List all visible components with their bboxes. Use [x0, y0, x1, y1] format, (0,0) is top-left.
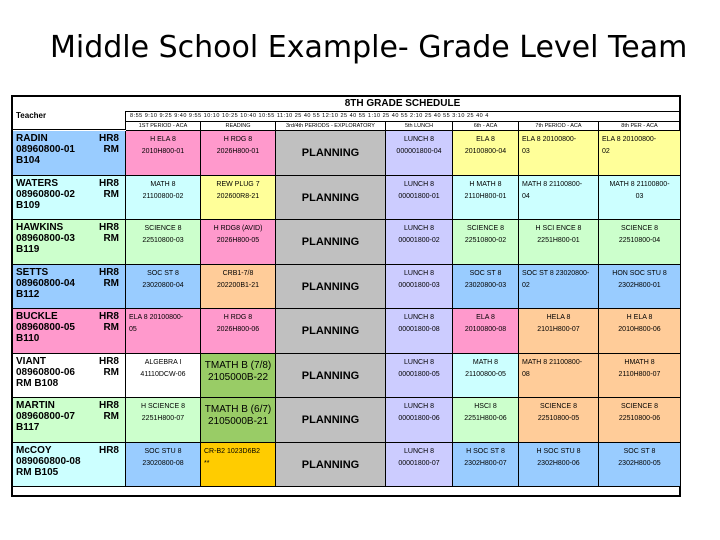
- course-name: HSCI 8: [474, 403, 497, 410]
- course-name: SOC ST 8: [623, 447, 656, 455]
- course-code: 03: [522, 148, 530, 155]
- course-code: 22510800-05: [537, 415, 580, 422]
- course-name: TMATH B (6/7): [204, 404, 272, 415]
- class-cell: [519, 309, 599, 354]
- course-code: 2110H800-01: [464, 192, 507, 200]
- class-cell: [126, 309, 201, 354]
- course-name: LUNCH 8: [404, 447, 434, 455]
- course-name: PLANNING: [301, 191, 360, 204]
- class-cell: [201, 309, 276, 354]
- homeroom-section: 08960800-07: [16, 411, 75, 422]
- course-code: 23020800-08: [142, 459, 184, 467]
- course-code: 22510800-02: [464, 237, 507, 244]
- course-name: PLANNING: [301, 236, 360, 248]
- period-header: 7th PERIOD - ACA: [519, 122, 599, 131]
- teacher-column-label: Teacher: [13, 111, 126, 130]
- period-header: 6th - ACA: [453, 122, 519, 131]
- course-name: PLANNING: [301, 147, 360, 159]
- course-code: 2302H800-05: [618, 459, 661, 467]
- class-cell: [599, 309, 681, 354]
- course-name: SOC ST 8: [147, 269, 179, 277]
- room-number: B117: [16, 422, 40, 433]
- course-code: 2010H800-06: [618, 326, 661, 333]
- homeroom-section: 08960800-04: [16, 277, 75, 289]
- class-cell: [386, 265, 453, 310]
- class-cell: [599, 220, 681, 265]
- course-code: 00001800-03: [398, 281, 440, 289]
- class-cell: [453, 176, 519, 221]
- course-name: LUNCH 8: [404, 358, 434, 366]
- class-cell: [386, 176, 453, 221]
- class-cell: [276, 265, 386, 310]
- class-cell: [126, 265, 201, 310]
- course-code: 21100800-02: [142, 192, 184, 200]
- teacher-name: VIANT: [16, 355, 46, 367]
- class-cell: [453, 398, 519, 443]
- teacher-cell: [13, 354, 126, 399]
- class-cell: [599, 265, 681, 310]
- course-code: 2302H800-06: [537, 459, 580, 467]
- teacher-name: HAWKINS: [16, 222, 64, 233]
- course-name: PLANNING: [301, 414, 360, 426]
- homeroom-label: HR8: [98, 266, 119, 278]
- course-name: H RDG 8: [223, 136, 253, 143]
- course-code: 23020800-04: [142, 281, 184, 289]
- course-name: LUNCH 8: [404, 225, 434, 232]
- homeroom-section: 08960800-06: [16, 366, 75, 378]
- slide-title: Middle School Example- Grade Level Team: [50, 30, 688, 65]
- course-code: 2302H800-01: [618, 281, 661, 289]
- class-cell: [126, 176, 201, 221]
- period-header: READING: [201, 122, 276, 131]
- class-cell: [276, 220, 386, 265]
- course-name: MATH 8: [150, 180, 176, 188]
- course-code: 202200B1-21: [216, 281, 260, 289]
- course-name: H MATH 8: [469, 180, 502, 188]
- course-name: LUNCH 8: [404, 269, 434, 277]
- course-name: ELA 8 20100800-: [522, 136, 577, 143]
- class-cell: [599, 354, 681, 399]
- course-name: MATH 8 21100800-: [609, 180, 670, 188]
- course-code: 00001800-06: [398, 415, 440, 422]
- course-name: H ELA 8: [626, 314, 653, 321]
- room-label: RM: [103, 233, 119, 244]
- room-number: B119: [16, 244, 40, 255]
- course-code: 000001800-04: [396, 148, 442, 155]
- class-cell: [201, 265, 276, 310]
- course-name: CRB1-7/8: [222, 269, 254, 277]
- class-cell: [453, 443, 519, 488]
- class-cell: [386, 354, 453, 399]
- course-code: 202600R8-21: [216, 192, 260, 200]
- period-header: 8th PER - ACA: [599, 122, 681, 131]
- homeroom-section: 08960800-05: [16, 322, 75, 333]
- course-name: ELA 8 20100800-: [129, 314, 184, 321]
- course-code: 02: [522, 281, 530, 289]
- course-name: MATH 8 21100800-: [522, 358, 583, 366]
- homeroom-label: HR8: [98, 400, 119, 411]
- homeroom-label: HR8: [98, 177, 119, 189]
- course-code: 2026H800-06: [216, 326, 260, 333]
- course-name: SOC ST 8 23020800-: [522, 269, 590, 277]
- class-cell: [126, 398, 201, 443]
- course-name: MATH 8: [472, 358, 499, 366]
- course-name: SCIENCE 8: [621, 403, 658, 410]
- class-cell: [386, 131, 453, 176]
- homeroom-section: 08960800-02: [16, 188, 75, 200]
- course-name: ALGEBRA I: [144, 358, 182, 366]
- course-name: SCIENCE 8: [144, 225, 182, 232]
- course-code: 2105000B-21: [207, 416, 269, 427]
- teacher-cell: [13, 220, 126, 265]
- room-label: RM: [103, 322, 119, 333]
- class-cell: [519, 354, 599, 399]
- room-number: RM B105: [16, 466, 59, 478]
- class-cell: [519, 443, 599, 488]
- course-name: LUNCH 8: [404, 136, 434, 143]
- course-code: 2251H800-06: [464, 415, 507, 422]
- room-label: RM: [103, 188, 119, 200]
- course-name: LUNCH 8: [404, 314, 434, 321]
- class-cell: [201, 176, 276, 221]
- teacher-name: MARTIN: [16, 400, 55, 411]
- course-code: 23020800-03: [464, 281, 507, 289]
- room-label: RM: [103, 411, 119, 422]
- room-number: B104: [16, 155, 40, 166]
- class-cell: [276, 443, 386, 488]
- course-name: HON SOC STU 8: [612, 269, 667, 277]
- course-code: 00001800-02: [398, 237, 440, 244]
- course-name: HELA 8: [546, 314, 571, 321]
- class-cell: [276, 354, 386, 399]
- course-code: 00001800-07: [398, 459, 440, 467]
- teacher-cell: [13, 443, 126, 488]
- course-name: REW PLUG 7: [216, 180, 260, 188]
- class-cell: [276, 398, 386, 443]
- course-name: HMATH 8: [624, 358, 655, 366]
- period-header: 5th LUNCH: [386, 122, 453, 131]
- course-name: ELA 8: [476, 136, 495, 143]
- course-code: **: [204, 459, 210, 467]
- course-name: ELA 8: [476, 314, 495, 321]
- course-code: 02: [602, 148, 610, 155]
- room-number: RM B108: [16, 377, 59, 389]
- course-code: 2010H800-01: [141, 148, 185, 155]
- class-cell: [453, 354, 519, 399]
- course-name: LUNCH 8: [404, 180, 434, 188]
- class-cell: [386, 443, 453, 488]
- course-code: 2251H800-07: [141, 415, 185, 422]
- teacher-name: McCOY: [16, 444, 52, 456]
- teacher-name: WATERS: [16, 177, 59, 189]
- schedule-header: 8TH GRADE SCHEDULE: [126, 97, 679, 112]
- homeroom-label: HR8: [98, 444, 119, 456]
- course-code: 21100800-05: [465, 370, 506, 378]
- course-code: 20100800-04: [464, 148, 507, 155]
- course-code: 08: [522, 370, 530, 378]
- homeroom-label: HR8: [98, 133, 119, 144]
- class-cell: [599, 176, 681, 221]
- homeroom-section: 08960800-03: [16, 233, 75, 244]
- class-cell: [453, 131, 519, 176]
- course-code: 2105000B-22: [207, 371, 269, 383]
- course-code: 20100800-08: [464, 326, 507, 333]
- course-code: 00001800-08: [398, 326, 440, 333]
- course-code: 05: [129, 326, 137, 333]
- teacher-cell: [13, 176, 126, 221]
- class-cell: [126, 354, 201, 399]
- course-name: H RDG 8: [223, 314, 253, 321]
- course-name: H ELA 8: [150, 136, 176, 143]
- course-code: 00001800-05: [398, 370, 440, 378]
- class-cell: [386, 309, 453, 354]
- course-name: ELA 8 20100800-: [602, 136, 657, 143]
- course-name: H RDG8 (AVID): [213, 225, 263, 232]
- course-name: SCIENCE 8: [540, 403, 577, 410]
- course-name: H SOC STU 8: [536, 447, 581, 455]
- homeroom-section: 08960800-01: [16, 144, 75, 155]
- course-code: 2026H800-01: [216, 148, 260, 155]
- course-name: SCIENCE 8: [467, 225, 504, 232]
- teacher-name: RADIN: [16, 133, 48, 144]
- course-name: CR-B2 1023D6B2: [204, 447, 261, 455]
- class-cell: [519, 131, 599, 176]
- course-name: PLANNING: [301, 280, 360, 293]
- room-label: RM: [103, 277, 119, 289]
- class-cell: [519, 176, 599, 221]
- class-cell: [386, 220, 453, 265]
- course-name: H SCI ENCE 8: [535, 225, 582, 232]
- homeroom-label: HR8: [98, 355, 119, 367]
- class-cell: [201, 398, 276, 443]
- class-cell: [126, 131, 201, 176]
- course-name: SCIENCE 8: [621, 225, 658, 232]
- teacher-cell: [13, 398, 126, 443]
- class-cell: [599, 398, 681, 443]
- course-code: 00001800-01: [398, 192, 440, 200]
- teacher-name: BUCKLE: [16, 311, 58, 322]
- teacher-name: SETTS: [16, 266, 49, 278]
- room-label: RM: [103, 366, 119, 378]
- homeroom-label: HR8: [98, 222, 119, 233]
- class-cell: [519, 398, 599, 443]
- room-number: B110: [16, 333, 40, 344]
- class-cell: [201, 354, 276, 399]
- course-code: 2251H800-01: [537, 237, 580, 244]
- teacher-cell: [13, 265, 126, 310]
- teacher-cell: [13, 309, 126, 354]
- course-name: MATH 8 21100800-: [522, 180, 583, 188]
- room-number: B112: [16, 288, 40, 300]
- course-name: H SCIENCE 8: [141, 403, 185, 410]
- period-header: 1ST PERIOD - ACA: [126, 122, 201, 131]
- class-cell: [453, 265, 519, 310]
- course-name: SOC ST 8: [469, 269, 502, 277]
- room-label: RM: [103, 144, 119, 155]
- class-cell: [519, 220, 599, 265]
- course-code: 22510800-04: [618, 237, 661, 244]
- class-cell: [201, 443, 276, 488]
- class-cell: [126, 220, 201, 265]
- course-name: H SOC ST 8: [466, 447, 505, 455]
- class-cell: [386, 398, 453, 443]
- course-code: 2302H800-07: [464, 459, 507, 467]
- course-name: PLANNING: [301, 369, 360, 382]
- class-cell: [276, 176, 386, 221]
- course-code: 2110H800-07: [618, 370, 661, 378]
- course-code: 2101H800-07: [537, 326, 580, 333]
- course-code: 22510800-06: [618, 415, 661, 422]
- schedule-table: [11, 95, 681, 497]
- course-code: 03: [635, 192, 644, 200]
- class-cell: [201, 220, 276, 265]
- class-cell: [126, 443, 201, 488]
- course-name: TMATH B (7/8): [204, 359, 272, 371]
- course-name: LUNCH 8: [404, 403, 434, 410]
- room-number: B109: [16, 199, 40, 211]
- class-cell: [453, 309, 519, 354]
- course-code: 22510800-03: [142, 237, 184, 244]
- homeroom-label: HR8: [98, 311, 119, 322]
- course-code: 04: [522, 192, 530, 200]
- class-cell: [599, 131, 681, 176]
- class-cell: [599, 443, 681, 488]
- period-header: 3rd/4th PERIODS - EXPLORATORY: [276, 122, 386, 131]
- time-ruler: 8:55 9:10 9:25 9:40 9:55 10:10 10:25 10:40 10:55 11:10 25 40 55 12:10 25 40 55 1:10 25 40 55 2:10 25 40 55 3:10 25 40 4: [126, 111, 679, 122]
- class-cell: [276, 131, 386, 176]
- teacher-cell: [13, 131, 126, 176]
- course-name: PLANNING: [301, 458, 360, 471]
- class-cell: [519, 265, 599, 310]
- class-cell: [453, 220, 519, 265]
- course-code: 41110DCW-06: [140, 370, 186, 378]
- course-code: 2026H800-05: [216, 237, 260, 244]
- class-cell: [276, 309, 386, 354]
- homeroom-section: 089060800-08: [16, 455, 81, 467]
- course-name: SOC STU 8: [144, 447, 182, 455]
- class-cell: [201, 131, 276, 176]
- course-name: PLANNING: [301, 325, 360, 337]
